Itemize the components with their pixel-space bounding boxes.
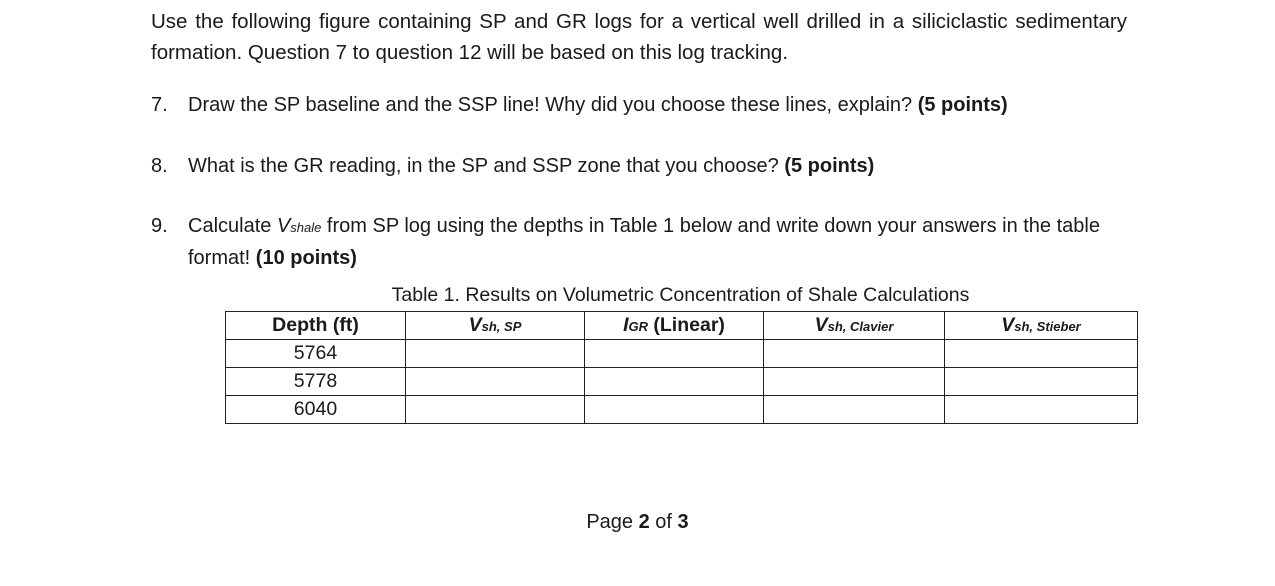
question-points: (5 points) <box>784 155 875 177</box>
page-total: 3 <box>677 511 689 533</box>
v-shale-symbol: Vshale <box>276 215 322 237</box>
question-8 <box>151 151 1123 181</box>
header-depth: Depth (ft) <box>226 312 406 340</box>
answer-cell-vsh-stieber[interactable] <box>945 396 1138 424</box>
answer-cell-igr[interactable] <box>585 396 764 424</box>
answer-cell-vsh-sp[interactable] <box>406 396 585 424</box>
answer-cell-vsh-stieber[interactable] <box>945 340 1138 368</box>
header-igr-linear: IGR (Linear) <box>585 312 764 340</box>
table-caption: Table 1. Results on Volumetric Concentration of Shale Calculations <box>391 284 970 306</box>
question-number: 7. <box>151 94 168 116</box>
header-vsh-clavier: Vsh, Clavier <box>764 312 945 340</box>
page-footer: Page 2 of 3 <box>586 511 689 533</box>
table-row <box>226 396 1138 424</box>
question-number: 9. <box>151 215 168 237</box>
intro-paragraph: Use the following figure containing SP and GR logs for a vertical well drilled in a siliciclastic sedimentary formation. Question 7 to question 12 will be based on this log tracking. <box>151 10 1127 64</box>
depth-cell: 6040 <box>226 396 406 424</box>
question-number: 8. <box>151 155 168 177</box>
answer-cell-vsh-clavier[interactable] <box>764 340 945 368</box>
answer-cell-vsh-sp[interactable] <box>406 340 585 368</box>
question-text: What is the GR reading, in the SP and SSP zone that you choose? (5 points) <box>188 155 875 177</box>
question-text: Calculate Vshale from SP log using the depths in Table 1 below and write down your answers in the table format! (10 points) <box>188 215 1100 269</box>
header-vsh-stieber: Vsh, Stieber <box>945 312 1138 340</box>
header-vsh-sp: Vsh, SP <box>406 312 585 340</box>
answer-cell-vsh-clavier[interactable] <box>764 368 945 396</box>
question-9 <box>151 211 1123 273</box>
question-points: (10 points) <box>255 247 357 269</box>
answer-cell-vsh-stieber[interactable] <box>945 368 1138 396</box>
answer-cell-igr[interactable] <box>585 340 764 368</box>
results-table <box>225 311 1138 424</box>
page-current: 2 <box>638 511 650 533</box>
table-row <box>226 340 1138 368</box>
question-7 <box>151 90 1123 120</box>
answer-cell-igr[interactable] <box>585 368 764 396</box>
question-points: (5 points) <box>917 94 1008 116</box>
table-row <box>226 368 1138 396</box>
question-text: Draw the SP baseline and the SSP line! Why did you choose these lines, explain? (5 points) <box>188 94 1008 116</box>
table-header-row <box>226 312 1138 340</box>
answer-cell-vsh-clavier[interactable] <box>764 396 945 424</box>
depth-cell: 5764 <box>226 340 406 368</box>
answer-cell-vsh-sp[interactable] <box>406 368 585 396</box>
depth-cell: 5778 <box>226 368 406 396</box>
